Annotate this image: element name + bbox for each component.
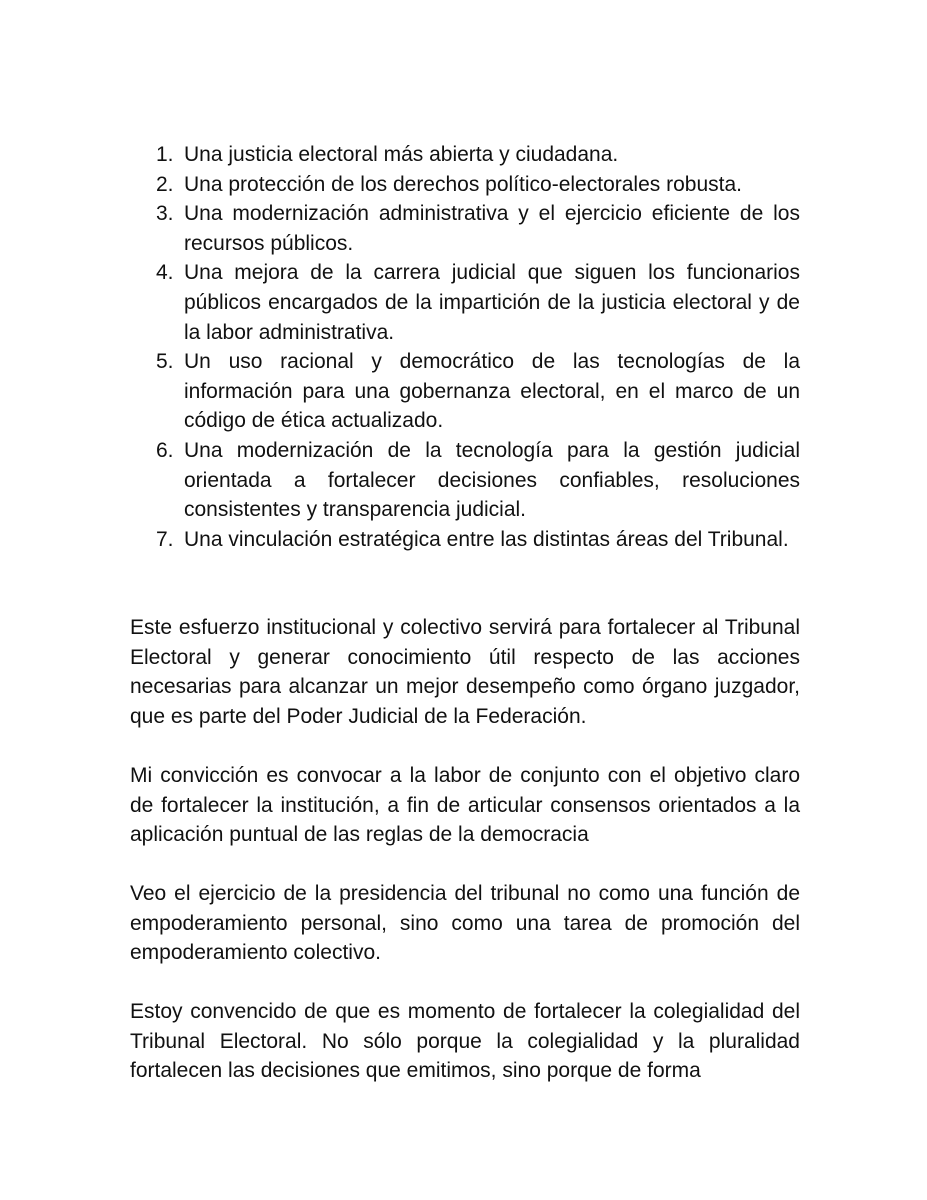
list-item: [130, 436, 800, 525]
list-item: [130, 525, 800, 555]
list-item-number: 3.: [156, 202, 174, 226]
list-item-number: 7.: [156, 527, 174, 551]
list-item-text: Una modernización administrativa y el ejercicio eficiente de los recursos públicos.: [184, 202, 800, 255]
paragraph-presidency: Veo el ejercicio de la presidencia del tribunal no como una función de empoderamiento personal, sino como una tarea de promoción del empoderamiento colectivo.: [130, 882, 800, 965]
list-item: [130, 258, 800, 347]
list-item: [130, 170, 800, 200]
list-item-number: 4.: [156, 261, 174, 285]
list-item-number: 2.: [156, 172, 174, 196]
list-item-text: Una protección de los derechos político-electorales robusta.: [184, 172, 742, 196]
list-item-text: Una mejora de la carrera judicial que siguen los funcionarios públicos encargados de la impartición de la justicia electoral y de la labor administrativa.: [184, 261, 800, 344]
list-item-number: 6.: [156, 438, 174, 462]
paragraph-institutional-effort: Este esfuerzo institucional y colectivo servirá para fortalecer al Tribunal Electoral y generar conocimiento útil respecto de las acciones necesarias para alcanzar un mejor desempeño como órgano juzgador, que es parte del Poder Judicial de la Federación.: [130, 616, 800, 728]
paragraph-collegiality: Estoy convencido de que es momento de fortalecer la colegialidad del Tribunal Electoral. No sólo porque la colegialidad y la pluralidad fortalecen las decisiones que emitimos, sino porque de forma: [130, 1000, 800, 1083]
list-item-text: Un uso racional y democrático de las tecnologías de la información para una gobernanza electoral, en el marco de un código de ética actualizado.: [184, 350, 800, 433]
list-item-number: 5.: [156, 350, 174, 374]
list-item: [130, 199, 800, 258]
list-item: [130, 140, 800, 170]
list-item-text: Una modernización de la tecnología para la gestión judicial orientada a fortalecer decisiones confiables, resoluciones consistentes y transparencia judicial.: [184, 438, 800, 522]
objectives-list: [130, 140, 800, 554]
list-item-text: Una vinculación estratégica entre las distintas áreas del Tribunal.: [184, 527, 789, 551]
list-item: [130, 347, 800, 436]
list-item-text: Una justicia electoral más abierta y ciudadana.: [184, 143, 619, 166]
paragraph-conviction: Mi convicción es convocar a la labor de conjunto con el objetivo claro de fortalecer la institución, a fin de articular consensos orientados a la aplicación puntual de las reglas de la democracia: [130, 764, 800, 847]
list-item-number: 1.: [156, 143, 174, 166]
